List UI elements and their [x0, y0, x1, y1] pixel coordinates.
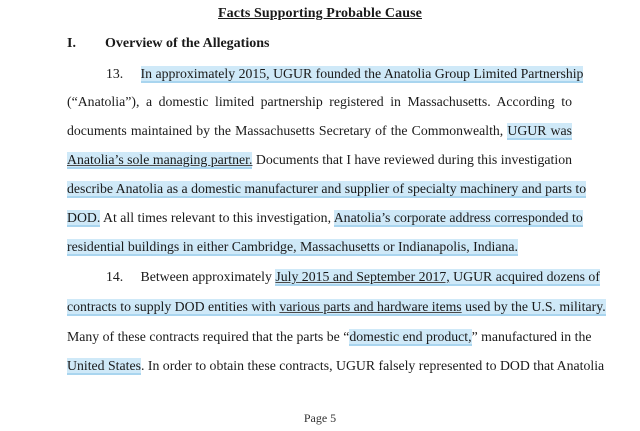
highlighted-text: with — [247, 299, 280, 314]
paragraph-13-line-7 — [67, 236, 572, 258]
paragraph-14-line-3 — [67, 326, 592, 348]
highlighted-underlined-text: July 2015 and September 2017, — [275, 269, 450, 284]
highlighted-underlined-text: various parts and hardware items — [279, 299, 462, 314]
body-text: At all times relevant to this investigation, — [100, 210, 334, 225]
paragraph-13-line-2 — [67, 91, 572, 113]
body-text: ” manufactured in the — [471, 329, 592, 344]
highlighted-text: UGUR acquired dozens of — [449, 269, 600, 284]
body-text: Many of these contracts required that the parts be “ — [67, 329, 350, 344]
paragraph-13-line-1 — [106, 63, 584, 85]
body-text: Documents that I have reviewed during this investigation — [252, 152, 573, 167]
highlighted-text: contracts to supply DOD entities — [67, 299, 248, 314]
section-number: I. — [67, 36, 76, 51]
highlighted-text: UGUR was — [507, 123, 573, 138]
paragraph-14-line-4 — [67, 355, 605, 377]
highlighted-text: United States — [67, 358, 141, 373]
body-text: . In order to obtain these contracts, UGUR falsely represented to DOD that Anatolia — [140, 358, 605, 373]
body-text: documents maintained by the Massachusetts Secretary of the Commonwealth, — [67, 123, 508, 138]
highlighted-text: describe Anatolia as a domestic manufacturer and supplier of specialty machinery and parts to — [67, 181, 587, 196]
paragraph-number: 13. — [106, 66, 124, 81]
paragraph-14-line-1 — [106, 266, 600, 288]
paragraph-13-line-4 — [67, 149, 572, 171]
paragraph-14-line-2 — [67, 296, 606, 318]
paragraph-13-line-3 — [67, 120, 572, 142]
highlighted-text: used by the U.S. military. — [461, 299, 606, 314]
page-number: Page 5 — [303, 411, 337, 425]
highlighted-text: Anatolia’s corporate address corresponded to — [333, 210, 583, 225]
highlighted-text: In approximately 2015, UGUR founded the Anatolia Group Limited Partnership — [140, 66, 584, 81]
highlighted-underlined-text: Anatolia’s sole managing partner. — [67, 152, 253, 167]
highlighted-text: DOD. — [67, 210, 101, 225]
body-text: Between approximately — [140, 269, 276, 284]
paragraph-number: 14. — [106, 269, 124, 284]
page-heading: Facts Supporting Probable Cause — [218, 6, 422, 21]
highlighted-text: domestic end product, — [349, 329, 472, 344]
section-title: Overview of the Allegations — [105, 36, 270, 51]
highlighted-text: residential buildings in either Cambridge, Massachusetts or Indianapolis, Indiana. — [67, 239, 518, 254]
paragraph-13-line-5 — [67, 178, 587, 200]
paragraph-13-line-6 — [67, 207, 583, 229]
body-text: (“Anatolia”), a domestic limited partnership registered in Massachusetts. According to — [67, 94, 572, 109]
section-heading — [67, 36, 269, 52]
